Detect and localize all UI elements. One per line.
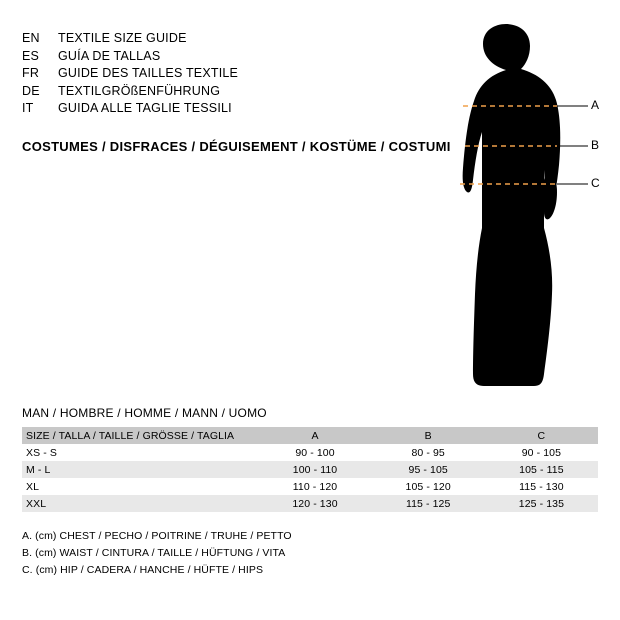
language-row-fr: [22, 65, 422, 83]
cell-size: M - L: [26, 463, 51, 476]
cell-size: XL: [26, 480, 40, 493]
section-title: COSTUMES / DISFRACES / DÉGUISEMENT / KOSTÜME / COSTUMI: [22, 139, 451, 154]
language-row-es: [22, 48, 422, 66]
cell-a: 100 - 110: [292, 463, 338, 476]
language-code-it: IT: [22, 101, 34, 115]
language-text-en: TEXTILE SIZE GUIDE: [58, 31, 187, 45]
language-row-de: [22, 83, 422, 101]
language-code-es: ES: [22, 48, 40, 63]
cell-size: XS - S: [26, 446, 57, 459]
language-text-fr: GUIDE DES TAILLES TEXTILE: [58, 66, 239, 80]
language-code-en: EN: [22, 31, 40, 45]
table-row: [22, 478, 598, 495]
language-text-es: GUÍA DE TALLAS: [58, 48, 161, 63]
column-header-b: B: [424, 429, 432, 442]
language-code-fr: FR: [22, 66, 40, 80]
note-chest: A. (cm) CHEST / PECHO / POITRINE / TRUHE / PETTO: [22, 530, 292, 542]
size-table: [22, 427, 598, 512]
cell-b: 95 - 105: [408, 463, 448, 476]
column-header-size: SIZE / TALLA / TAILLE / GRÖSSE / TAGLIA: [26, 429, 235, 442]
table-header-row: [22, 427, 598, 444]
language-text-it: GUIDA ALLE TAGLIE TESSILI: [58, 101, 232, 115]
table-row: [22, 444, 598, 461]
language-row-en: [22, 30, 422, 48]
cell-a: 110 - 120: [292, 480, 338, 493]
cell-b: 80 - 95: [411, 446, 445, 459]
language-code-de: DE: [22, 83, 40, 98]
cell-a: 120 - 130: [292, 497, 338, 510]
silhouette-shape: [463, 24, 561, 386]
cell-c: 125 - 135: [518, 497, 565, 510]
column-header-a: A: [311, 429, 319, 442]
measurement-label-a: A: [591, 98, 600, 112]
measurement-notes: [22, 528, 292, 579]
language-text-de: TEXTILGRÖßENFÜHRUNG: [58, 83, 221, 98]
note-hip: C. (cm) HIP / CADERA / HANCHE / HÜFTE / HIPS: [22, 564, 264, 576]
cell-c: 115 - 130: [519, 480, 564, 493]
cell-c: 90 - 105: [521, 446, 562, 459]
table-row: [22, 461, 598, 478]
table-heading: MAN / HOMBRE / HOMME / MANN / UOMO: [22, 406, 267, 420]
language-row-it: [22, 100, 422, 118]
cell-size: XXL: [26, 497, 47, 510]
table-row: [22, 495, 598, 512]
body-silhouette-figure: [420, 22, 600, 392]
language-list: [22, 30, 422, 118]
cell-c: 105 - 115: [519, 463, 564, 476]
cell-a: 90 - 100: [295, 446, 335, 459]
measurement-leaders: [557, 106, 588, 184]
cell-b: 115 - 125: [405, 497, 451, 510]
measurement-label-c: C: [591, 176, 600, 190]
note-waist: B. (cm) WAIST / CINTURA / TAILLE / HÜFTUNG / VITA: [22, 547, 286, 559]
measurement-label-b: B: [591, 138, 600, 152]
column-header-c: C: [537, 429, 546, 442]
cell-b: 105 - 120: [405, 480, 451, 493]
